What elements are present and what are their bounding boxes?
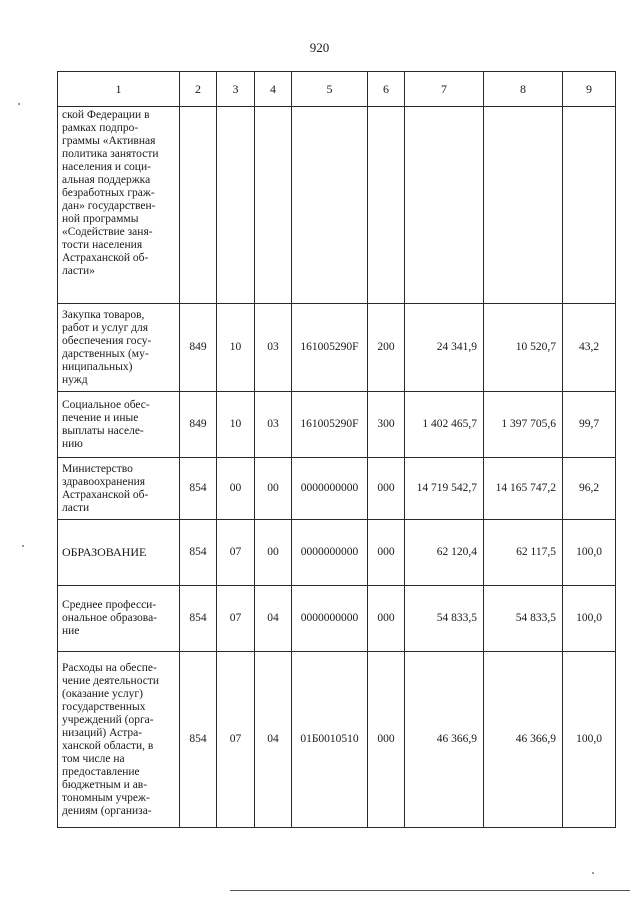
- cell-expense-type: 300: [368, 392, 405, 458]
- cell-actual: 14 165 747,2: [484, 458, 563, 520]
- header-cell: 1: [58, 72, 180, 107]
- cell-planned: [405, 107, 484, 304]
- header-cell: 7: [405, 72, 484, 107]
- cell-target-code: 161005290F: [292, 392, 368, 458]
- cell-expense-type: [368, 107, 405, 304]
- cell-subsection: 03: [255, 304, 292, 392]
- scan-speck: [22, 545, 24, 547]
- cell-subsection: 00: [255, 458, 292, 520]
- table-row: [58, 458, 616, 520]
- cell-actual: 46 366,9: [484, 652, 563, 828]
- cell-percent: 100,0: [563, 652, 616, 828]
- budget-table: [57, 71, 616, 828]
- cell-subsection: 04: [255, 652, 292, 828]
- table-row: [58, 304, 616, 392]
- cell-grbs: 854: [180, 586, 217, 652]
- table-row: [58, 652, 616, 828]
- header-cell: 5: [292, 72, 368, 107]
- header-cell: 9: [563, 72, 616, 107]
- cell-planned: 54 833,5: [405, 586, 484, 652]
- row-description: Социальное обес- печение и иные выплаты населе- нию: [58, 392, 180, 458]
- cell-actual: 62 117,5: [484, 520, 563, 586]
- header-cell: 2: [180, 72, 217, 107]
- cell-percent: 100,0: [563, 586, 616, 652]
- cell-target-code: 0000000000: [292, 520, 368, 586]
- cell-section: 10: [217, 304, 255, 392]
- header-cell: 4: [255, 72, 292, 107]
- row-description: ОБРАЗОВАНИЕ: [58, 520, 180, 586]
- cell-subsection: [255, 107, 292, 304]
- cell-subsection: 00: [255, 520, 292, 586]
- row-description: Закупка товаров, работ и услуг для обеспечения госу- дарственных (му- ниципальных) нужд: [58, 304, 180, 392]
- cell-actual: 54 833,5: [484, 586, 563, 652]
- cell-actual: 10 520,7: [484, 304, 563, 392]
- cell-expense-type: 000: [368, 458, 405, 520]
- cell-section: 07: [217, 520, 255, 586]
- cell-section: 00: [217, 458, 255, 520]
- cell-expense-type: 000: [368, 652, 405, 828]
- scan-speck: [18, 103, 20, 105]
- table-row: [58, 107, 616, 304]
- table-header-row: [58, 72, 616, 107]
- cell-planned: 24 341,9: [405, 304, 484, 392]
- cell-subsection: 03: [255, 392, 292, 458]
- cell-actual: [484, 107, 563, 304]
- cell-expense-type: 200: [368, 304, 405, 392]
- cell-grbs: 854: [180, 652, 217, 828]
- cell-target-code: 01Б0010510: [292, 652, 368, 828]
- table-row: [58, 520, 616, 586]
- cell-target-code: 161005290F: [292, 304, 368, 392]
- cell-planned: 46 366,9: [405, 652, 484, 828]
- row-description: Расходы на обеспе- чение деятельности (оказание услуг) государственных учреждений (орга- низаций) Астра- ханской области, в том числе на предоставление бюджетным и ав- тономным учреж- дениям (организа-: [58, 652, 180, 828]
- cell-section: [217, 107, 255, 304]
- scan-edge-line: [230, 890, 630, 891]
- cell-percent: [563, 107, 616, 304]
- cell-grbs: [180, 107, 217, 304]
- cell-expense-type: 000: [368, 586, 405, 652]
- scan-speck: [592, 872, 594, 874]
- cell-expense-type: 000: [368, 520, 405, 586]
- cell-percent: 96,2: [563, 458, 616, 520]
- header-cell: 6: [368, 72, 405, 107]
- cell-planned: 62 120,4: [405, 520, 484, 586]
- row-description: ской Федерации в рамках подпро- граммы «Активная политика занятости населения и соци- альная поддержка безработных граж- дан» государствен- ной программы «Содействие заня- тости населения Астраханской об- ласти»: [58, 107, 180, 304]
- cell-planned: 14 719 542,7: [405, 458, 484, 520]
- cell-grbs: 854: [180, 520, 217, 586]
- cell-section: 07: [217, 652, 255, 828]
- cell-target-code: [292, 107, 368, 304]
- cell-percent: 100,0: [563, 520, 616, 586]
- header-cell: 3: [217, 72, 255, 107]
- cell-target-code: 0000000000: [292, 586, 368, 652]
- cell-target-code: 0000000000: [292, 458, 368, 520]
- cell-percent: 99,7: [563, 392, 616, 458]
- row-description: Среднее професси- ональное образова- ние: [58, 586, 180, 652]
- header-cell: 8: [484, 72, 563, 107]
- cell-grbs: 849: [180, 392, 217, 458]
- table-row: [58, 586, 616, 652]
- cell-actual: 1 397 705,6: [484, 392, 563, 458]
- cell-planned: 1 402 465,7: [405, 392, 484, 458]
- cell-grbs: 849: [180, 304, 217, 392]
- cell-percent: 43,2: [563, 304, 616, 392]
- cell-grbs: 854: [180, 458, 217, 520]
- row-description: Министерство здравоохранения Астраханской об- ласти: [58, 458, 180, 520]
- cell-section: 07: [217, 586, 255, 652]
- page-number: 920: [309, 40, 330, 55]
- table-row: [58, 392, 616, 458]
- cell-subsection: 04: [255, 586, 292, 652]
- cell-section: 10: [217, 392, 255, 458]
